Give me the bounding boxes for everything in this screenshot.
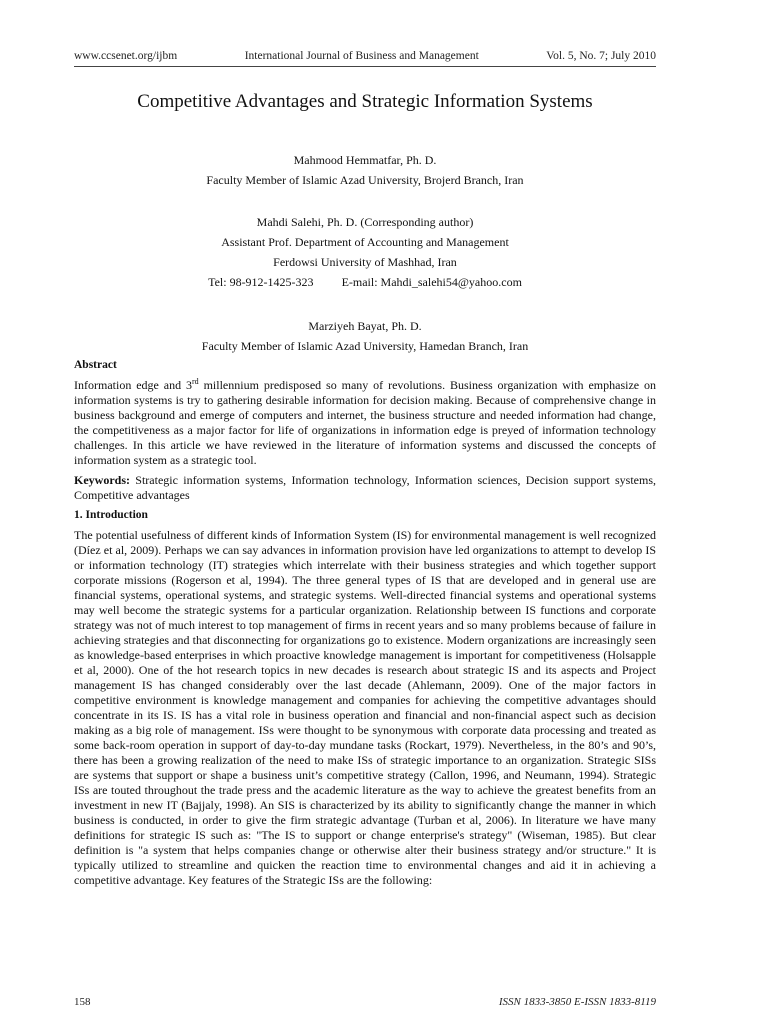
introduction-text: The potential usefulness of different kinds of Information System (IS) for environmental management is well recognized (Díez et al, 2009). Perhaps we can say advances in information provision have led organizations to attempt to develop IS or information technology (IT) strategies which interrelate with their business strategies and which together support corporate missions (Rogerson et al, 1994). The three general types of IS that are developed and in general use are financial systems, operational systems, and strategic systems. Well-directed financial systems and operational systems may well become the strategic systems for a particular organization. Relationship between IS functions and corporate strategy was not of much interest to top management of firms in recent years and so many problems because of failure in achieving strategies and that disconnecting for organizations go to existence. Modern organizations are increasingly seen as knowledge-based enterprises in which proactive knowledge management is important for competitiveness (Holsapple et al, 2000). One of the hot research topics in new decades is research about strategic IS and its aspects and Project management IS has changed considerably over the last decade (Ahlemann, 2009). One of the major factors in competitive environment is knowledge management and companies for achieving the competitive advantages should concentrate in its IS. IS has a vital role in business operation and financial and non-financial aspect such as decision making as a big role of management. ISs were thought to be synonymous with corporate data processing and treated as some back-room operation in support of day-to-day mundane tasks (Rockart, 1979). Nevertheless, in the 80’s and 90’s, there has been a growing realization of the need to make ISs of strategic importance to an organization. Strategic SISs are systems that support or shape a business unit’s competitive strategy (Callon, 1996, and Neumann, 1994). Strategic ISs are touted throughout the trade press and the academic literature as the way to achieve the greatest benefits from an investment in new IT (Bajjaly, 1998). An SIS is characterized by its ability to significantly change the manner in which business is conducted, in order to give the firm strategic advantage (Turban et al, 2006). In literature we have many definitions for strategic IS such as: "The IS to support or change enterprise's strategy" (Wiseman, 1985). But clear definition is "a system that helps companies change or otherwise alter their business strategy and/or structure." It is typically utilized to streamline and quicken the reaction time to environmental changes and aid it in achieving a competitive advantage. Key features of the Strategic ISs are the following: [74, 528, 656, 887]
running-header [74, 50, 656, 62]
author-name: Mahdi Salehi, Ph. D. (Corresponding author) [256, 215, 474, 229]
author-block-3 [74, 316, 656, 356]
author-email[interactable]: E-mail: Mahdi_salehi54@yahoo.com [341, 275, 522, 289]
page-footer [74, 996, 656, 1008]
author-tel: Tel: 98-912-1425-323 [208, 275, 314, 289]
journal-issue: Vol. 5, No. 7; July 2010 [546, 50, 656, 62]
author-position: Assistant Prof. Department of Accounting and Management [221, 235, 509, 249]
keywords-label: Keywords: [74, 473, 130, 487]
author-affiliation: Faculty Member of Islamic Azad University, Hamedan Branch, Iran [201, 339, 529, 353]
keywords-text: Strategic information systems, Information technology, Information sciences, Decision support systems, Competitive advantages [74, 473, 657, 502]
journal-name: International Journal of Business and Management [244, 50, 479, 62]
author-contact [74, 272, 656, 292]
abstract-text: Information edge and 3rd millennium predisposed so many of revolutions. Business organization with emphasize on information systems is try to gathering desirable information for decision making. Because of comprehensive change in business background and emerge of computers and internet, the business structure and needed information had change, the competitiveness as a major factor for life of organizations in information edge is preyed of information technology challenges. In this article we have reviewed in the literature of information systems and discussed the concepts of information system as a strategic tool. [74, 377, 657, 467]
author-university: Ferdowsi University of Mashhad, Iran [273, 255, 457, 269]
keywords [74, 473, 656, 503]
paper-body [74, 358, 656, 893]
author-name: Mahmood Hemmatfar, Ph. D. [293, 153, 437, 167]
paper-title: Competitive Advantages and Strategic Information Systems [137, 91, 593, 112]
author-name: Marziyeh Bayat, Ph. D. [308, 319, 422, 333]
author-block-2 [74, 212, 656, 292]
abstract-heading: Abstract [74, 359, 117, 371]
author-affiliation: Faculty Member of Islamic Azad University, Brojerd Branch, Iran [206, 173, 524, 187]
author-block-1 [74, 150, 656, 190]
journal-url[interactable]: www.ccsenet.org/ijbm [74, 50, 178, 62]
header-rule [74, 66, 656, 67]
page-number: 158 [74, 996, 91, 1008]
issn: ISSN 1833-3850 E-ISSN 1833-8119 [498, 996, 656, 1008]
introduction-heading: 1. Introduction [74, 509, 148, 521]
